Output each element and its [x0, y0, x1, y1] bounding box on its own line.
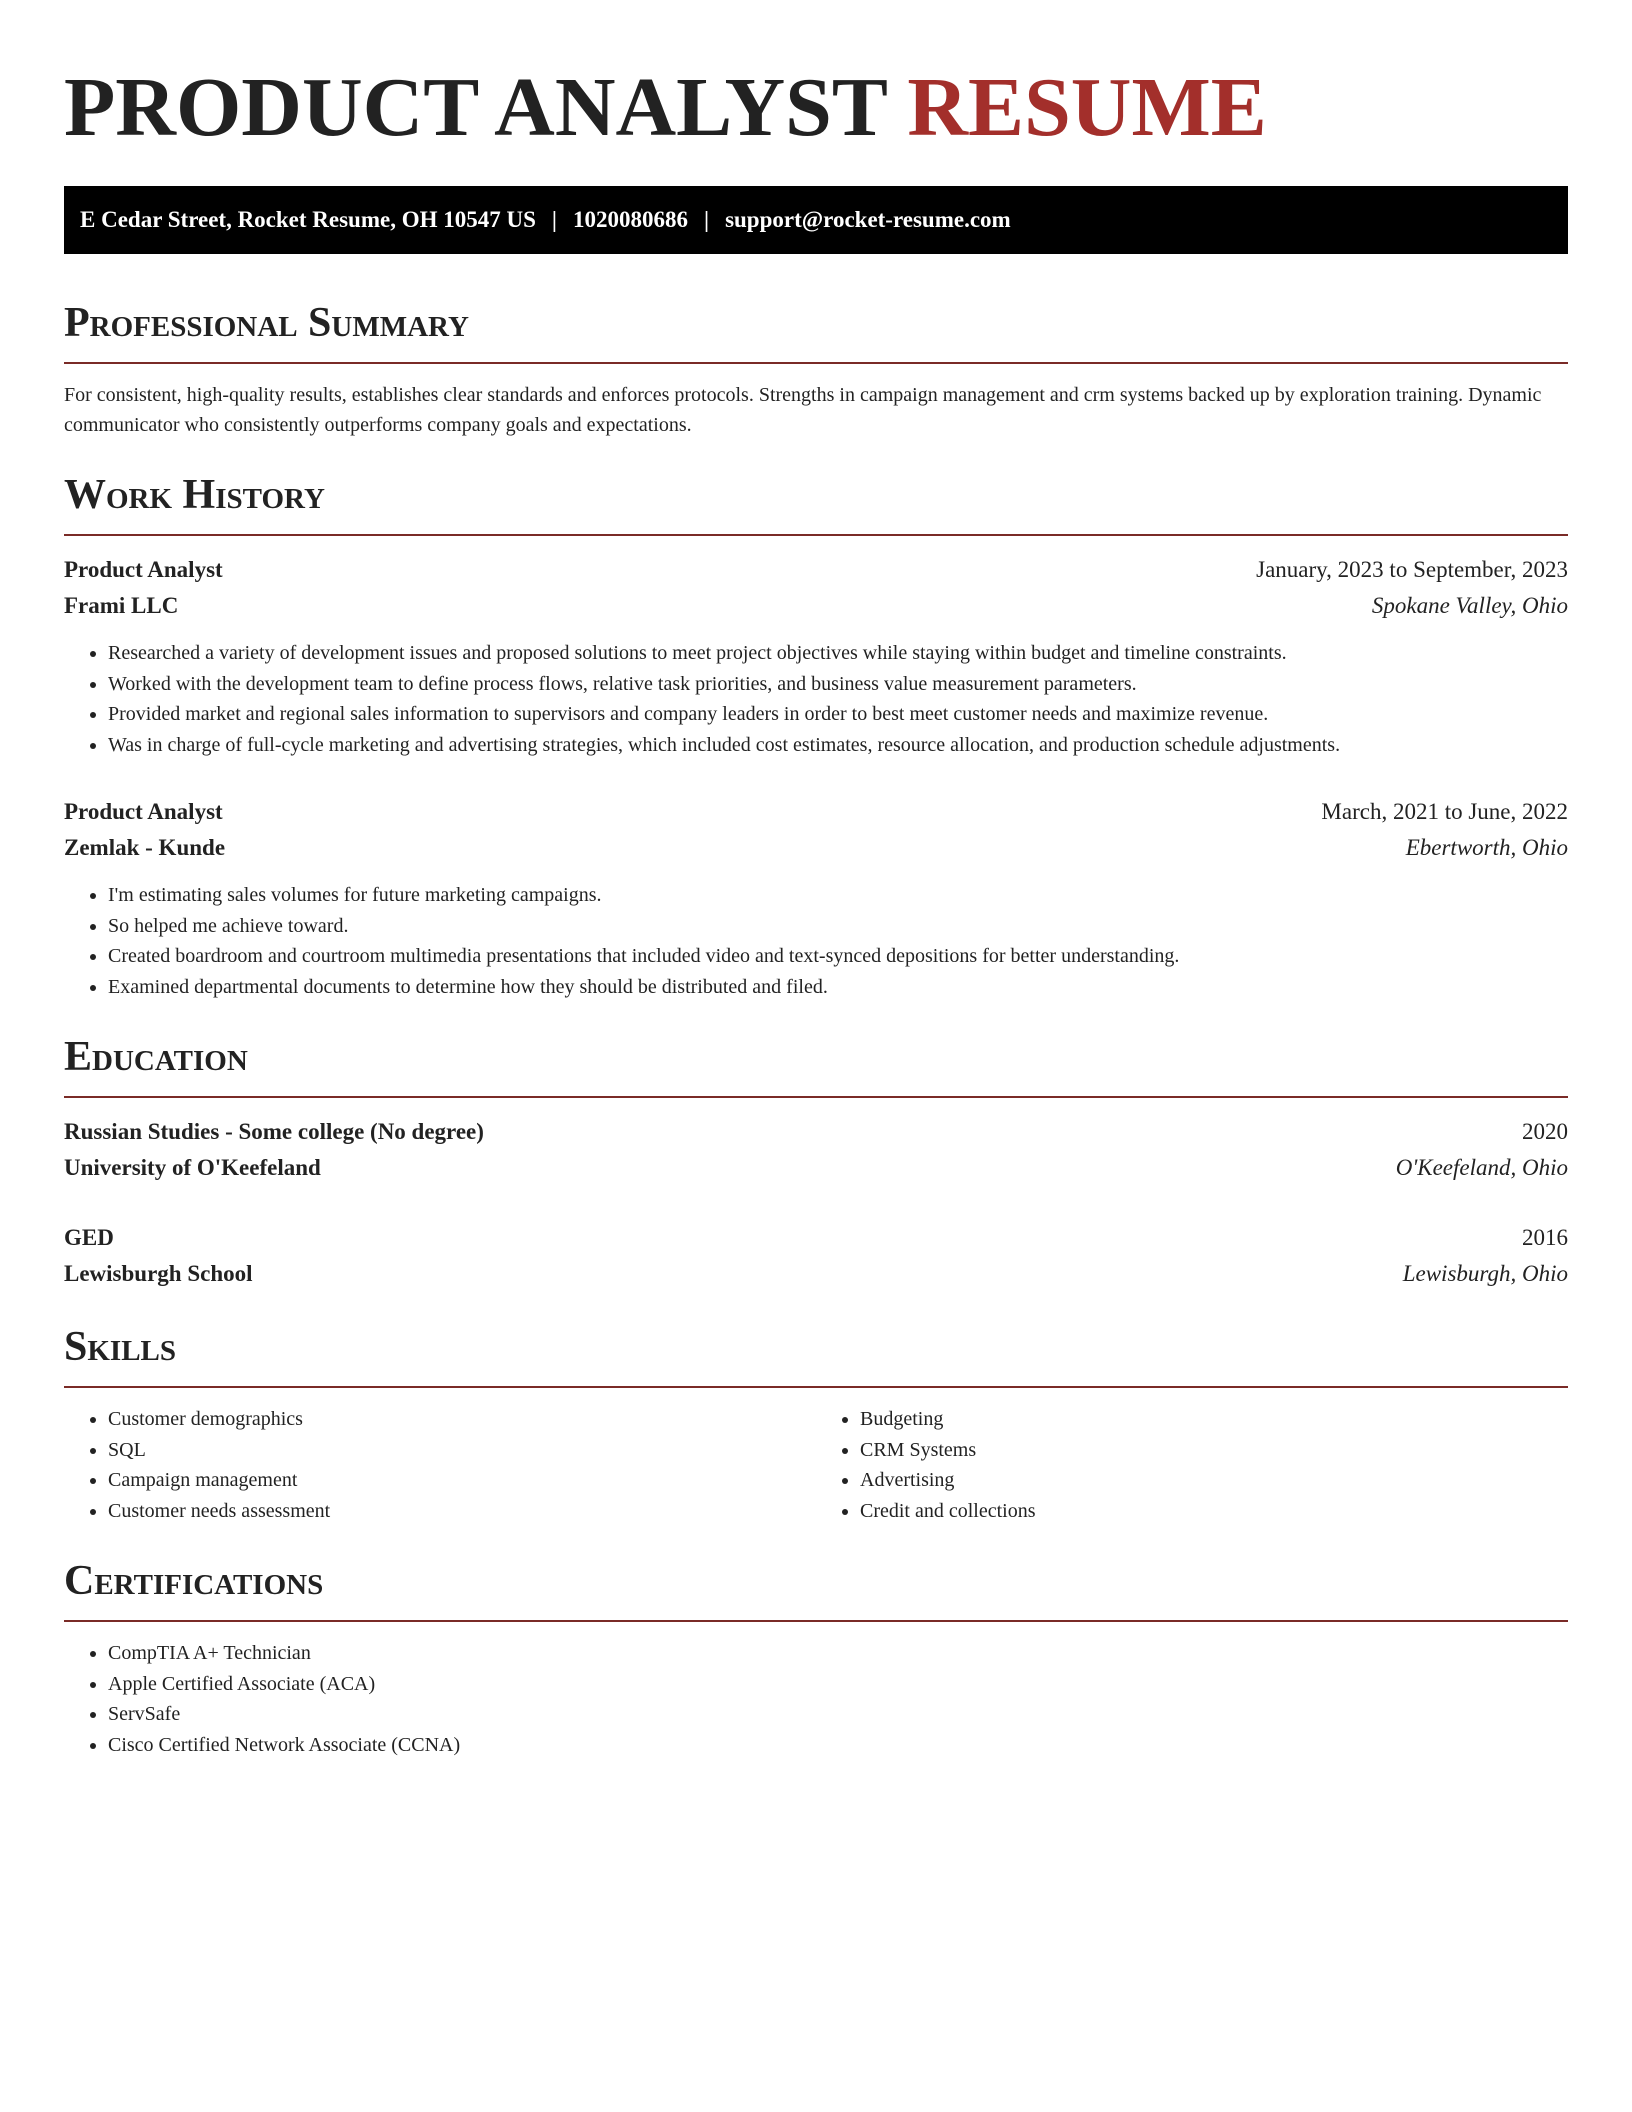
- job-title: Product Analyst: [64, 799, 223, 824]
- job-dates: January, 2023 to September, 2023: [1256, 557, 1568, 582]
- certifications-list: [64, 1638, 1568, 1760]
- education-school: Lewisburgh School: [64, 1261, 253, 1286]
- list-item: • CRM Systems: [860, 1435, 1568, 1466]
- list-item: • Apple Certified Associate (ACA): [108, 1669, 1568, 1700]
- job-bullets: [64, 638, 1568, 760]
- job-location: Spokane Valley, Ohio: [1371, 593, 1568, 618]
- list-item: • Customer demographics: [108, 1404, 816, 1435]
- contact-phone: 1020080686: [572, 207, 688, 232]
- section-divider: [64, 1096, 1568, 1098]
- education-school-row: [64, 1256, 1568, 1292]
- education-heading: Education: [64, 1034, 248, 1080]
- certifications-section: [64, 1556, 1568, 1760]
- contact-separator: |: [703, 207, 710, 232]
- summary-section: [64, 298, 1568, 440]
- list-item: • CompTIA A+ Technician: [108, 1638, 1568, 1669]
- education-year: 2016: [1522, 1225, 1568, 1250]
- education-school-row: [64, 1150, 1568, 1186]
- page-title: [64, 58, 1568, 158]
- education-header-row: [64, 1114, 1568, 1150]
- education-location: O'Keefeland, Ohio: [1395, 1155, 1568, 1180]
- education-degree: Russian Studies - Some college (No degree): [64, 1119, 484, 1144]
- list-item: • Worked with the development team to define process flows, relative task priorities, and business value measurement parameters.: [108, 669, 1568, 700]
- section-divider: [64, 534, 1568, 536]
- education-entry: [64, 1114, 1568, 1186]
- contact-address: E Cedar Street, Rocket Resume, OH 10547 US: [80, 207, 536, 232]
- list-item: • Researched a variety of development issues and proposed solutions to meet project objectives while staying within budget and timeline constraints.: [108, 638, 1568, 669]
- skills-list-left: [64, 1404, 816, 1526]
- list-item: • SQL: [108, 1435, 816, 1466]
- list-item: • Customer needs assessment: [108, 1496, 816, 1527]
- work-history-section: [64, 470, 1568, 1002]
- skills-section: [64, 1322, 1568, 1526]
- job-dates: March, 2021 to June, 2022: [1321, 799, 1568, 824]
- list-item: • Budgeting: [860, 1404, 1568, 1435]
- education-location: Lewisburgh, Ohio: [1402, 1261, 1568, 1286]
- section-divider: [64, 1386, 1568, 1388]
- contact-separator: |: [551, 207, 557, 232]
- education-year: 2020: [1522, 1119, 1568, 1144]
- list-item: • Credit and collections: [860, 1496, 1568, 1527]
- list-item: • Cisco Certified Network Associate (CCNA): [108, 1730, 1568, 1761]
- list-item: • Provided market and regional sales information to supervisors and company leaders in order to best meet customer needs and maximize revenue.: [108, 699, 1568, 730]
- title-main: PRODUCT ANALYST: [64, 61, 887, 154]
- contact-bar: [64, 186, 1568, 254]
- skills-list-right: [816, 1404, 1568, 1526]
- list-item: • Advertising: [860, 1465, 1568, 1496]
- education-header-row: [64, 1220, 1568, 1256]
- certifications-heading: Certifications: [64, 1558, 324, 1604]
- list-item: • Created boardroom and courtroom multimedia presentations that included video and text-synced depositions for better understanding.: [108, 941, 1568, 972]
- job-entry: [64, 794, 1568, 1002]
- job-bullets: [64, 880, 1568, 1002]
- job-company: Frami LLC: [64, 593, 179, 618]
- education-entry: [64, 1220, 1568, 1292]
- job-location: Ebertworth, Ohio: [1405, 835, 1568, 860]
- summary-text: For consistent, high-quality results, establishes clear standards and enforces protocols. Strengths in campaign management and crm systems backed up by exploration training. Dynamic communicator who consistently outperforms company goals and expectations.: [64, 384, 1542, 436]
- list-item: • Campaign management: [108, 1465, 816, 1496]
- list-item: • So helped me achieve toward.: [108, 911, 1568, 942]
- section-divider: [64, 362, 1568, 364]
- work-history-heading: Work History: [64, 472, 325, 518]
- job-entry: [64, 552, 1568, 760]
- education-school: University of O'Keefeland: [64, 1155, 321, 1180]
- skills-grid: [64, 1404, 1568, 1526]
- list-item: • I'm estimating sales volumes for future marketing campaigns.: [108, 880, 1568, 911]
- list-item: • Was in charge of full-cycle marketing and advertising strategies, which included cost estimates, resource allocation, and production schedule adjustments.: [108, 730, 1568, 761]
- job-title: Product Analyst: [64, 557, 223, 582]
- title-accent: RESUME: [907, 61, 1267, 154]
- job-company: Zemlak - Kunde: [64, 835, 226, 860]
- list-item: • ServSafe: [108, 1699, 1568, 1730]
- job-company-row: [64, 588, 1568, 624]
- job-header-row: [64, 552, 1568, 588]
- education-degree: GED: [64, 1225, 114, 1250]
- summary-heading: Professional Summary: [64, 300, 469, 346]
- job-company-row: [64, 830, 1568, 866]
- job-header-row: [64, 794, 1568, 830]
- contact-email: support@rocket-resume.com: [725, 207, 1011, 232]
- list-item: • Examined departmental documents to determine how they should be distributed and filed.: [108, 972, 1568, 1003]
- section-divider: [64, 1620, 1568, 1622]
- education-section: [64, 1032, 1568, 1292]
- skills-heading: Skills: [64, 1324, 177, 1370]
